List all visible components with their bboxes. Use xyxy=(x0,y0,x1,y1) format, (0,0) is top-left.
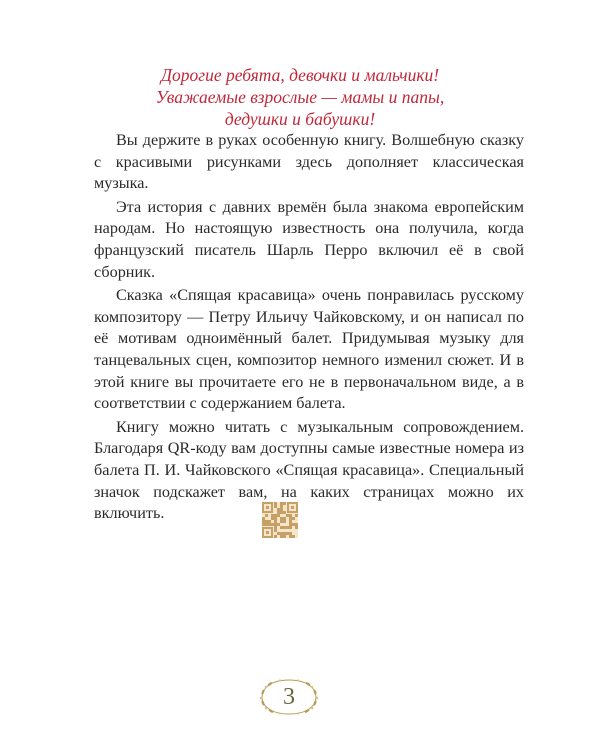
body-text xyxy=(94,130,524,527)
page-number-ornament xyxy=(256,677,322,717)
paragraph-4: Книгу можно читать с музыкальным сопровождением. Благодаря QR-коду вам доступны самые известные номера из балета П. И. Чайковского «Спящая красавица». Специальный значок подскажет вам, на каких страницах можно их включить. xyxy=(94,417,524,523)
paragraph-3: Сказка «Спящая красавица» очень понравилась русскому композитору — Петру Ильичу Чайковскому, и он написал по её мотивам одноимённый балет. Придумывая музыку для танцевальных сцен, композитор немного изменил сюжет. И в этой книге вы прочитаете его не в первоначальном виде, а в соответствии с содержанием балета. xyxy=(94,286,524,413)
greeting-line-3: дедушки и бабушки! xyxy=(224,109,376,129)
greeting-line-2: Уважаемые взрослые — мамы и папы, xyxy=(155,87,445,107)
greeting-block xyxy=(80,64,520,130)
qr-code-icon[interactable] xyxy=(262,502,298,538)
paragraph-2: Эта история с давних времён была знакома европейским народам. Но настоящую известность она получила, когда французский писатель Шарль Перро включил её в свой сборник. xyxy=(94,197,524,281)
page-number: 3 xyxy=(283,684,295,710)
greeting-line-1: Дорогие ребята, девочки и мальчики! xyxy=(160,65,440,85)
paragraph-1: Вы держите в руках особенную книгу. Волшебную сказку с красивыми рисунками здесь дополняет классическая музыка. xyxy=(94,131,524,193)
